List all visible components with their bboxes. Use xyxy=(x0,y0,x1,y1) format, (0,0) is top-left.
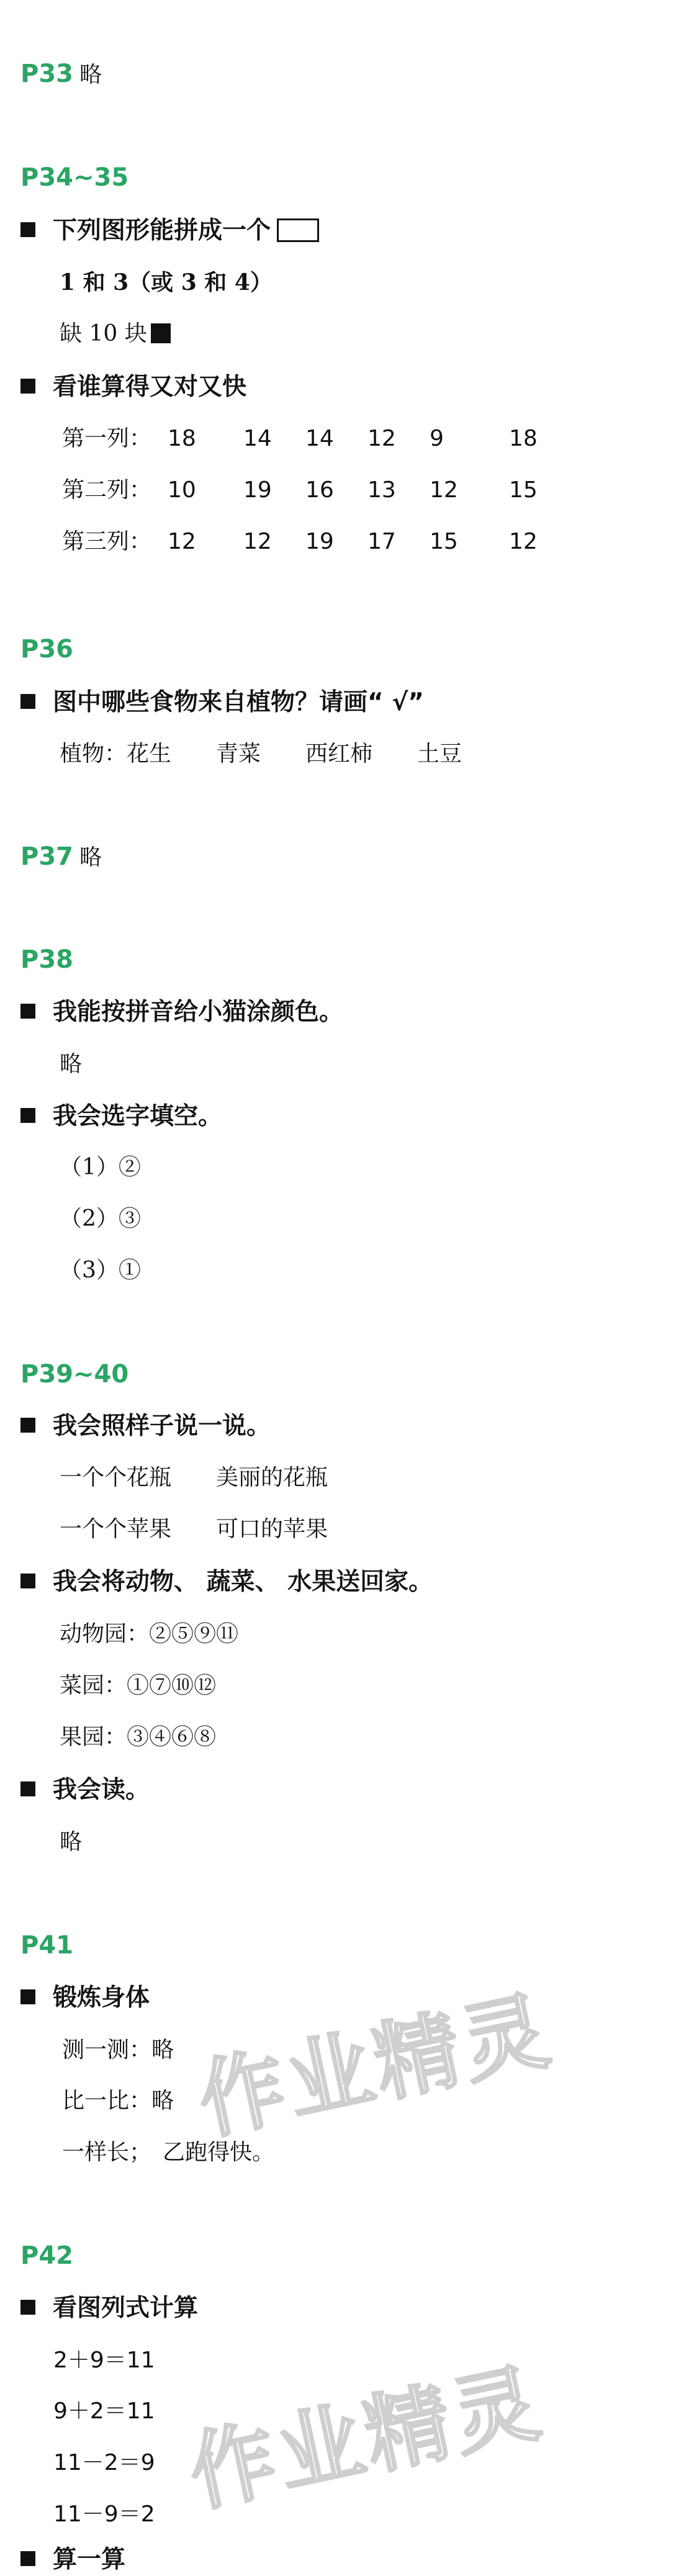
question-heading xyxy=(20,998,343,1027)
answer-line: 比一比：略 xyxy=(62,2088,174,2114)
answer-line xyxy=(60,320,171,348)
question-title: 图中哪些食物来自植物？请画“ √” xyxy=(53,688,424,716)
answer-line: 一个个花瓶 美丽的花瓶 xyxy=(60,1465,328,1490)
calc-value: 12 xyxy=(368,426,396,451)
answer-line: 略 xyxy=(60,1052,83,1077)
page-heading-p39-40: P39~40 xyxy=(20,1360,129,1389)
calc-row-label: 第三列： xyxy=(62,529,152,554)
rectangle-shape-icon xyxy=(277,218,319,242)
answer-line: 植物：花生 青菜 西红柿 土豆 xyxy=(60,741,462,767)
answer-line: 果园：③④⑥⑧ xyxy=(60,1724,217,1750)
answer-line: （2）③ xyxy=(60,1206,141,1232)
page-answer: 略 xyxy=(79,845,102,870)
calc-value: 10 xyxy=(168,477,196,503)
question-heading xyxy=(20,1412,271,1441)
answer-line: 菜园：①⑦⑩⑫ xyxy=(60,1673,217,1698)
question-heading xyxy=(20,372,246,402)
calc-row xyxy=(62,528,538,556)
square-bullet-icon xyxy=(20,694,35,709)
calc-value: 14 xyxy=(243,426,272,451)
calc-value: 15 xyxy=(430,529,458,554)
question-title: 看谁算得又对又快 xyxy=(53,373,247,401)
calc-value: 15 xyxy=(509,477,538,503)
question-heading xyxy=(20,1102,222,1132)
page-number: P37 xyxy=(20,842,73,871)
question-title: 我能按拼音给小猫涂颜色。 xyxy=(53,998,344,1026)
calc-value: 12 xyxy=(243,529,272,554)
watermark: 作业精灵 xyxy=(181,2352,552,2524)
calc-value: 19 xyxy=(243,477,272,503)
equation-line: 2＋9＝11 xyxy=(53,2348,155,2373)
question-heading xyxy=(20,688,424,718)
square-bullet-icon xyxy=(20,1781,35,1796)
square-bullet-icon xyxy=(20,1418,35,1433)
question-title: 我会读。 xyxy=(53,1776,150,1804)
calc-value: 19 xyxy=(305,529,334,554)
page-heading-p41: P41 xyxy=(20,1931,73,1960)
answer-line: （1）② xyxy=(60,1155,141,1180)
square-bullet-icon xyxy=(20,2551,35,2566)
question-heading xyxy=(20,2294,198,2323)
answer-line: 测一测：略 xyxy=(62,2037,174,2063)
question-title: 算一算 xyxy=(53,2546,126,2574)
answer-text: 缺 10 块 xyxy=(60,321,147,346)
question-title: 看图列式计算 xyxy=(53,2294,199,2322)
calc-value: 12 xyxy=(430,477,458,503)
question-heading xyxy=(20,1567,433,1597)
question-title: 我会照样子说一说。 xyxy=(53,1412,271,1440)
calc-row-label: 第一列： xyxy=(62,426,152,451)
question-title: 锻炼身体 xyxy=(53,1984,150,2012)
question-heading xyxy=(20,216,319,246)
question-heading xyxy=(20,2545,125,2575)
square-bullet-icon xyxy=(20,222,35,237)
equation-line: 11－9＝2 xyxy=(53,2502,155,2527)
page-answer: 略 xyxy=(79,62,102,88)
calc-value: 18 xyxy=(509,426,538,451)
calc-value: 16 xyxy=(305,477,334,503)
answer-line: 一样长； 乙跑得快。 xyxy=(62,2140,275,2165)
question-title: 下列图形能拼成一个 xyxy=(53,217,271,245)
page-heading-p38: P38 xyxy=(20,945,73,974)
calc-value: 18 xyxy=(168,426,196,451)
square-bullet-icon xyxy=(20,1004,35,1019)
watermark: 作业精灵 xyxy=(190,1979,561,2152)
square-bullet-icon xyxy=(20,379,35,394)
calc-row-label: 第二列： xyxy=(62,477,152,503)
page-number: P33 xyxy=(20,60,73,88)
answer-line: 略 xyxy=(60,1829,83,1855)
square-bullet-icon xyxy=(20,1108,35,1123)
page-heading-p37 xyxy=(20,842,102,873)
calc-row xyxy=(62,425,538,453)
square-bullet-icon xyxy=(20,1989,35,2004)
answer-line: 动物园：②⑤⑨⑪ xyxy=(60,1621,239,1647)
equation-line: 11－2＝9 xyxy=(53,2450,155,2475)
page-heading-p34-35: P34~35 xyxy=(20,163,129,192)
calc-value: 14 xyxy=(305,426,334,451)
answer-line: 1 和 3（或 3 和 4） xyxy=(60,269,273,295)
calc-value: 17 xyxy=(368,529,396,554)
page-heading-p33 xyxy=(20,59,102,90)
question-heading xyxy=(20,1775,150,1805)
question-heading xyxy=(20,1983,150,2013)
question-title: 我会将动物、 蔬菜、 水果送回家。 xyxy=(53,1568,433,1596)
answer-line: （3）① xyxy=(60,1258,141,1283)
calc-value: 9 xyxy=(430,426,444,451)
question-title: 我会选字填空。 xyxy=(53,1102,223,1130)
page-heading-p42: P42 xyxy=(20,2241,73,2270)
black-square-icon xyxy=(151,323,171,343)
calc-row xyxy=(62,476,538,505)
answer-line: 一个个苹果 可口的苹果 xyxy=(60,1516,328,1542)
square-bullet-icon xyxy=(20,1574,35,1588)
equation-line: 9＋2＝11 xyxy=(53,2398,155,2424)
page-heading-p36: P36 xyxy=(20,635,73,664)
calc-value: 13 xyxy=(368,477,396,503)
calc-value: 12 xyxy=(168,529,196,554)
calc-value: 12 xyxy=(509,529,538,554)
square-bullet-icon xyxy=(20,2300,35,2315)
